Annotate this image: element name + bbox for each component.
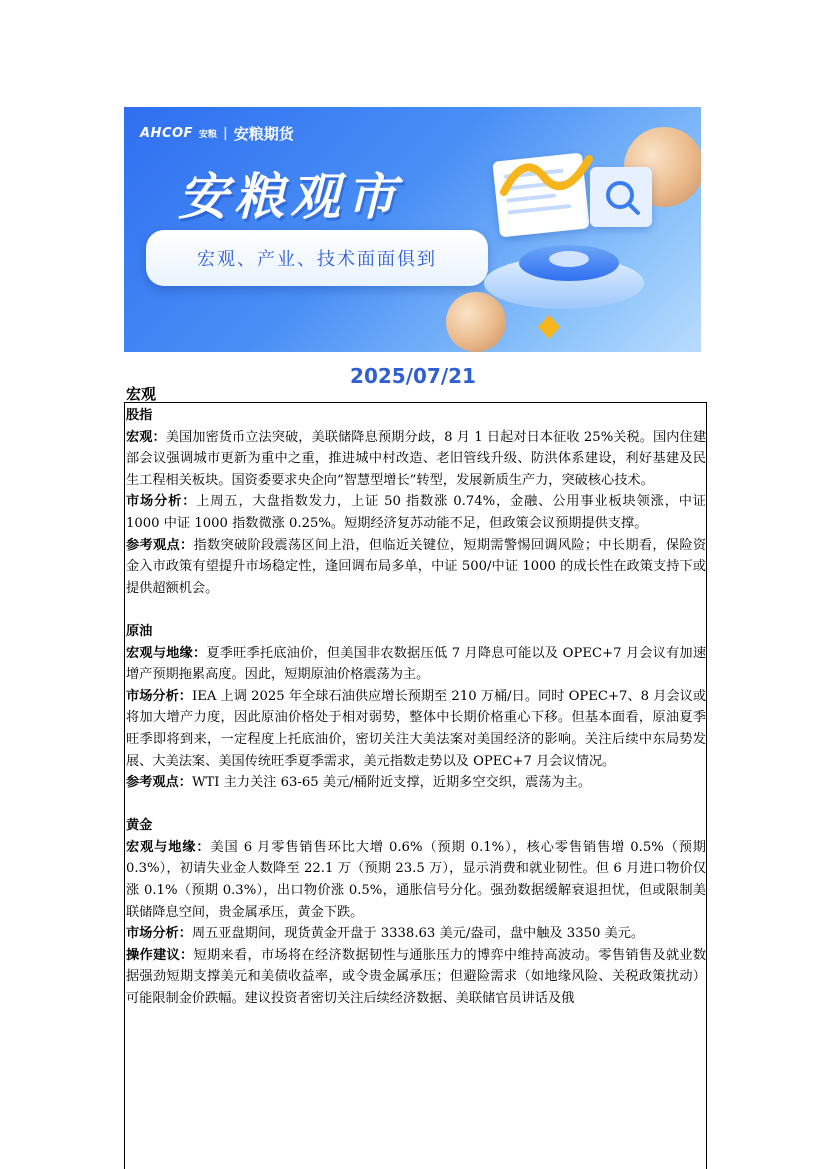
paragraph bbox=[126, 837, 706, 923]
paragraph bbox=[126, 686, 706, 772]
spacer bbox=[126, 599, 706, 621]
paragraph-label: 市场分析： bbox=[126, 688, 192, 704]
paragraph-text: 上周五，大盘指数发力，上证 50 指数涨 0.74%，金融、公用事业板块领涨，中证 1000 中证 1000 指数微涨 0.25%。短期经济复苏动能不足，但政策会议预期提供支撑。 bbox=[126, 494, 706, 531]
paragraph bbox=[126, 945, 706, 1010]
paragraph-label: 宏观与地缘： bbox=[126, 645, 207, 661]
paragraph bbox=[126, 535, 706, 600]
platform-center-icon bbox=[549, 251, 589, 267]
brand-logo bbox=[140, 123, 294, 144]
diamond-icon bbox=[536, 313, 562, 341]
paragraph bbox=[126, 427, 706, 492]
paragraph bbox=[126, 491, 706, 534]
coin-icon bbox=[446, 292, 506, 352]
paragraph-label: 宏观与地缘： bbox=[126, 839, 211, 855]
paragraph-text: 美国加密货币立法突破，美联储降息预期分歧，8 月 1 日起对日本征收 25%关税。国内住建部会议强调城市更新为重中之重，推进城中村改造、老旧管线升级、防洪体系建设，利好基建及民生工程相关板块。国资委要求央企向“智慧型增长”转型，发展新质生产力，突破核心技术。 bbox=[126, 429, 707, 488]
brand-separator: | bbox=[222, 126, 228, 141]
paragraph-text: 指数突破阶段震荡区间上沿，但临近关键位，短期需警惕回调风险；中长期看，保险资金入市政策有望提升市场稳定性，逢回调布局多单，中证 500/中证 1000 的成长性在政策支持下或提供超额机会。 bbox=[126, 537, 707, 596]
content-box bbox=[124, 402, 707, 1169]
logo-sub-text: 安粮 bbox=[198, 130, 217, 140]
paragraph bbox=[126, 923, 706, 945]
block-title: 股指 bbox=[126, 408, 153, 423]
header-banner bbox=[124, 107, 701, 352]
block-title: 黄金 bbox=[126, 818, 153, 834]
spacer bbox=[126, 794, 706, 816]
brand-name: 安粮期货 bbox=[233, 125, 294, 143]
paragraph-label: 参考观点： bbox=[126, 775, 192, 791]
report-date: 2025/07/21 bbox=[350, 364, 476, 388]
paragraph-text: IEA 上调 2025 年全球石油供应增长预期至 210 万桶/日。同时 OPEC+7、8 月会议或将加大增产力度，因此原油价格处于相对弱势，整体中长期价格重心下移。但基本面看，原油夏季旺季即将到来，一定程度上托底油价，密切关注大美法案对美国经济的影响。关注后续中东局势发展、大美法案、美国传统旺季夏季需求，美元指数走势以及 OPEC+7 月会议情况。 bbox=[126, 688, 707, 769]
magnifier-icon bbox=[590, 167, 652, 227]
paragraph-text: 周五亚盘期间，现货黄金开盘于 3338.63 美元/盎司，盘中触及 3350 美元。 bbox=[191, 926, 645, 942]
paragraph-text: 夏季旺季托底油价，但美国非农数据压低 7 月降息可能以及 OPEC+7 月会议有加速增产预期拖累高度。因此，短期原油价格震荡为主。 bbox=[126, 645, 707, 683]
trend-arrow-icon bbox=[499, 147, 599, 207]
magnifier-card-icon bbox=[590, 167, 652, 227]
paragraph-text: 美国 6 月零售销售环比大增 0.6%（预期 0.1%），核心零售销售增 0.5%（预期 0.3%），初请失业金人数降至 22.1 万（预期 23.5 万），显示消费和就业韧性。但 6 月进口物价仅涨 0.1%（预期 0.3%），出口物价涨 0.5%，通胀信号分化。强劲数据缓解衰退担忧，但或限制美联储降息空间，贵金属承压，黄金下跌。 bbox=[126, 839, 706, 920]
paragraph-label: 市场分析： bbox=[126, 494, 197, 510]
block-gold bbox=[126, 815, 706, 1009]
banner-title: 安粮观市 bbox=[178, 168, 402, 226]
banner-subtitle: 宏观、产业、技术面面俱到 bbox=[146, 230, 488, 286]
section-title: 宏观 bbox=[126, 385, 157, 403]
logo-text: AHCOF bbox=[140, 126, 193, 141]
paragraph-text: 短期来看，市场将在经济数据韧性与通胀压力的博弈中维持高波动。零售销售及就业数据强劲短期支撑美元和美债收益率，或令贵金属承压；但避险需求（如地缘风险、关税政策扰动）可能限制金价跌幅。建议投资者密切关注后续经济数据、美联储官员讲话及俄 bbox=[126, 947, 707, 1007]
paragraph-label: 操作建议： bbox=[126, 947, 194, 963]
paragraph bbox=[126, 643, 706, 686]
block-stock-index bbox=[126, 405, 706, 599]
block-title: 原油 bbox=[126, 623, 153, 639]
paragraph-label: 宏观： bbox=[126, 429, 166, 445]
block-crude-oil bbox=[126, 621, 706, 794]
paragraph-text: WTI 主力关注 63-65 美元/桶附近支撑，近期多空交织，震荡为主。 bbox=[191, 775, 592, 791]
paragraph bbox=[126, 772, 706, 794]
paragraph-label: 参考观点： bbox=[126, 537, 194, 553]
paragraph-label: 市场分析： bbox=[126, 926, 192, 942]
